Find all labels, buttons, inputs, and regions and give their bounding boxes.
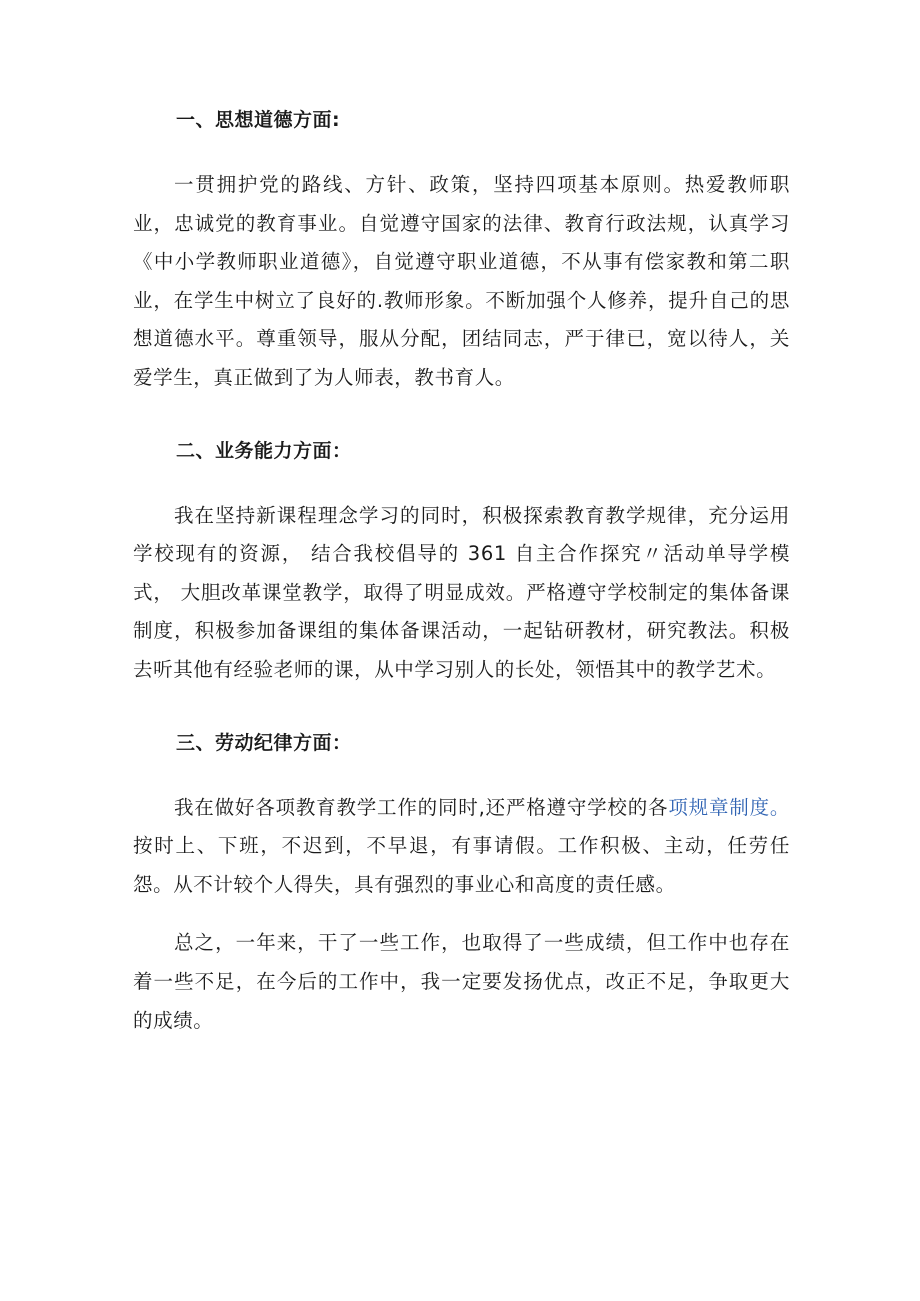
discipline-text-before: 我在做好各项教育教学工作的同时,还严格遵守学校的各 (174, 795, 669, 819)
section-body-moral: 一贯拥护党的路线、方针、政策，坚持四项基本原则。热爱教师职业，忠诚党的教育事业。自觉遵守国家的法律、教育行政法规，认真学习《中小学教师职业道德》，自觉遵守职业道德，不从事有偿家教和第二职业，在学生中树立了良好的.教师形象。不断加强个人修养，提升自己的思想道德水平。尊重领导，服从分配，团结同志，严于律已，宽以待人，关爱学生，真正做到了为人师表，教书育人。 (133, 173, 790, 389)
section-heading-ability: 二、业务能力方面： (176, 439, 352, 462)
section-heading-discipline: 三、劳动纪律方面： (176, 731, 352, 754)
conclusion-paragraph: 总之，一年来，干了一些工作，也取得了一些成绩，但工作中也存在着一些不足，在今后的工作中，我一定要发扬优点，改正不足，争取更大的成绩。 (133, 931, 790, 1032)
discipline-text-after: 按时上、下班，不迟到，不早退，有事请假。工作积极、主动，任劳任怨。从不计较个人得失，具有强烈的事业心和高度的责任感。 (133, 834, 790, 896)
section-body-ability: 我在坚持新课程理念学习的同时，积极探索教育教学规律，充分运用学校现有的资源， 结合我校倡导的 361 自主合作探究〃活动单导学模式， 大胆改革课堂教学，取得了明显成效。严格遵守学校制定的集体备课制度，积极参加备课组的集体备课活动，一起钻研教材，研究教法。积极去听其他有经验老师的课，从中学习别人的长处，领悟其中的教学艺术。 (133, 503, 790, 681)
section-heading-moral: 一、思想道德方面: (176, 109, 341, 131)
rules-link[interactable]: 项规章制度。 (668, 795, 790, 819)
document-page (133, 100, 790, 1040)
section-body-discipline (133, 789, 790, 905)
